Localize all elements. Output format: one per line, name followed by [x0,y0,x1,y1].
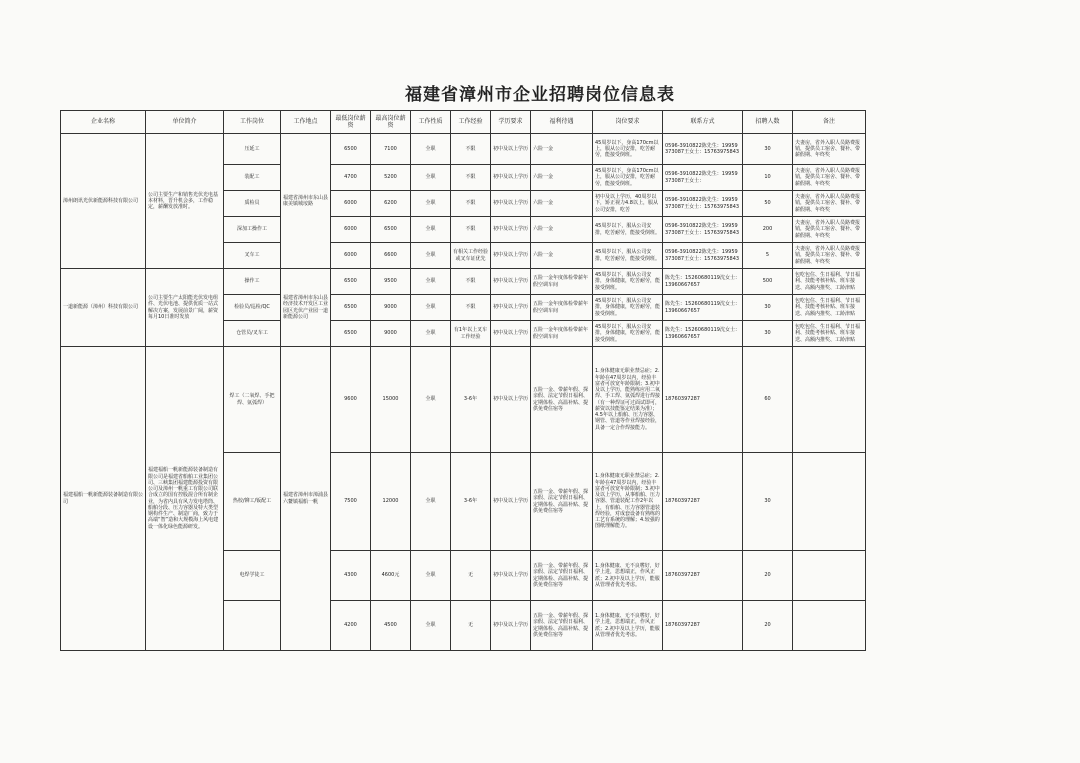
welfare: 五险一金年度体检带薪年假空调车间 [531,321,593,347]
welfare: 五险一金、带薪年假、探亲假、法定节假日福利、定期体检、高温补贴、提供免费住宿等 [531,347,593,453]
experience: 有1年以上叉车工作经验 [451,321,491,347]
job-nature: 全职 [411,134,451,165]
note: 包吃包住、生日福利、节日福利、技能考核补贴、班车接送、高额内推奖、工龄津贴 [793,269,866,295]
max-salary: 12000 [371,453,411,551]
contact: 陈先生：15260680119沈女士：13960667657 [663,269,743,295]
experience: 3-6年 [451,453,491,551]
header-intro: 单位简介 [146,111,224,134]
max-salary: 6600 [371,243,411,269]
requirements: 45周岁以下，服从公司安排，吃苦耐劳，能接受倒班。 [593,243,663,269]
min-salary: 4200 [331,601,371,651]
experience: 不限 [451,191,491,217]
job-post [224,601,281,651]
header-requirements: 岗位要求 [593,111,663,134]
header-nature: 工作性质 [411,111,451,134]
contact: 0596-3910822陈先生：19959373087王女士： [663,165,743,191]
contact: 18760397287 [663,453,743,551]
experience: 不限 [451,217,491,243]
hire-count: 60 [743,347,793,453]
header-experience: 工作经验 [451,111,491,134]
max-salary: 15000 [371,347,411,453]
company-intro: 福建福船一帆新能源装备制造有限公司是福建省船舶工业集团公司、三峡集团福建能源投资有限公司及漳州一帆重工有限公司联合成立的国有控股混合所有制企业，为省内具有风力发电塔筒、船舶分段、压力容器及特大类型钢构件生产、制造厂商，致力于高端“智”造和大规模海上风电建设一体化绿色能源研发。 [146,347,224,651]
contact: 0596-3910822陈先生：19959373087王女士：15763975843 [663,134,743,165]
hire-count: 200 [743,217,793,243]
welfare: 五险一金、带薪年假、探亲假、法定节假日福利、定期体检、高温补贴、提供免费住宿等 [531,453,593,551]
max-salary: 7100 [371,134,411,165]
experience: 不限 [451,295,491,321]
note: 包吃包住、生日福利、节日福利、技能考核补贴、班车接送、高额内推奖、工龄津贴 [793,295,866,321]
min-salary: 6000 [331,191,371,217]
job-post: 焊工（二氧焊、手把焊、氩弧焊） [224,347,281,453]
job-post: 仓管员/叉车工 [224,321,281,347]
job-nature: 全职 [411,191,451,217]
hire-count: 20 [743,601,793,651]
welfare: 六险一金 [531,165,593,191]
education: 初中及以上学历 [491,321,531,347]
hire-count: 30 [743,295,793,321]
contact: 18760397287 [663,347,743,453]
welfare: 五险一金年度体检带薪年假空调车间 [531,269,593,295]
experience: 不限 [451,269,491,295]
job-post: 电焊学徒工 [224,551,281,601]
experience: 不限 [451,165,491,191]
max-salary: 5200 [371,165,411,191]
min-salary: 6000 [331,217,371,243]
hire-count: 30 [743,453,793,551]
job-post: 压延工 [224,134,281,165]
note: 包吃包住、生日福利、节日福利、技能考核补贴、班车接送、高额内推奖、工龄津贴 [793,321,866,347]
job-post: 叉车工 [224,243,281,269]
company-name: 福建福船一帆新能源装备制造有限公司 [61,347,146,651]
requirements: 1.身体健康、无不良嗜好，好学上进，思想端正，作风正派；2.初中及以上学历，能服从管理者优先考虑。 [593,601,663,651]
note: 夫妻房，省外入职人员路费报销，提供员工宿舍、餐补、带薪假期、年终奖 [793,191,866,217]
requirements: 初中及以上学历，40周岁以下，矫正视力4.8以上，服从公司安排，吃苦 [593,191,663,217]
contact: 18760397287 [663,551,743,601]
education: 初中及以上学历 [491,347,531,453]
job-post: 检验员/巡检/QC [224,295,281,321]
education: 初中及以上学历 [491,551,531,601]
hire-count: 10 [743,165,793,191]
contact: 0596-3910822陈先生：19959373087王女士：15763975843 [663,217,743,243]
welfare: 五险一金年度体检带薪年假空调车间 [531,295,593,321]
education: 初中及以上学历 [491,601,531,651]
company-name: 一道新能源（漳州）科技有限公司 [61,269,146,347]
hire-count: 30 [743,134,793,165]
table-row [61,269,866,295]
max-salary: 4600元 [371,551,411,601]
note: 夫妻房，省外入职人员路费报销，提供员工宿舍、餐补、带薪假期、年终奖 [793,217,866,243]
min-salary: 6000 [331,243,371,269]
header-location: 工作地点 [281,111,331,134]
header-min-salary: 最低岗位薪资 [331,111,371,134]
education: 初中及以上学历 [491,243,531,269]
job-nature: 全职 [411,601,451,651]
document-title: 福建省漳州市企业招聘岗位信息表 [405,85,675,105]
min-salary: 4700 [331,165,371,191]
min-salary: 6500 [331,269,371,295]
job-nature: 全职 [411,347,451,453]
requirements: 45周岁以下，服从公司安排，吃苦耐劳，能接受倒班。 [593,217,663,243]
header-count: 招聘人数 [743,111,793,134]
max-salary: 9000 [371,295,411,321]
requirements: 45周岁以下，身高170cm以上，服从公司安排，吃苦耐劳，能接受倒班。 [593,134,663,165]
requirements: 1.身体健康无职业禁忌症；2.年龄在47周岁以内，经验丰富者可放宽年龄限制；3.初中及以上学历，从事船舶、压力容器、管道装配工作2年以上，有船舶、压力容器管道装焊经验，对成套设备有熟练的工艺有系统的理解；4.较强的图纸理解能力。 [593,453,663,551]
note [793,453,866,551]
max-salary: 4500 [371,601,411,651]
experience: 有相关工作经验或叉车证优先 [451,243,491,269]
company-intro: 公司主要生产太阳能光伏发电组件、光伏电池、提供优质一站式解决方案，发展前景广阔，薪资每月10日准时发放 [146,269,224,347]
min-salary: 7500 [331,453,371,551]
welfare: 六险一金 [531,191,593,217]
max-salary: 6500 [371,217,411,243]
hire-count: 50 [743,191,793,217]
job-nature: 全职 [411,243,451,269]
min-salary: 6500 [331,321,371,347]
education: 初中及以上学历 [491,453,531,551]
min-salary: 4300 [331,551,371,601]
contact: 陈先生：15260680119沈女士：13960667657 [663,321,743,347]
header-note: 备注 [793,111,866,134]
experience: 不限 [451,134,491,165]
company-name: 漳州朗讯光伏新能源科技有限公司 [61,134,146,269]
education: 初中及以上学历 [491,134,531,165]
welfare: 五险一金、带薪年假、探亲假、法定节假日福利、定期体检、高温补贴、提供免费住宿等 [531,551,593,601]
note: 夫妻房，省外入职人员路费报销，提供员工宿舍、餐补、带薪假期、年终奖 [793,243,866,269]
job-post: 装配工 [224,165,281,191]
education: 初中及以上学历 [491,217,531,243]
table-row [61,134,866,165]
welfare: 五险一金、带薪年假、探亲假、法定节假日福利、定期体检、高温补贴、提供免费住宿等 [531,601,593,651]
header-post: 工作岗位 [224,111,281,134]
requirements: 1.身体健康、无不良嗜好，好学上进，思想端正，作风正派；2.初中及以上学历，能服从管理者优先考虑。 [593,551,663,601]
header-contact: 联系方式 [663,111,743,134]
experience: 3-6年 [451,347,491,453]
welfare: 六险一金 [531,217,593,243]
recruitment-table [60,110,866,651]
contact: 0596-3910822陈先生：19959373087王女士：15763975843 [663,191,743,217]
job-nature: 全职 [411,295,451,321]
hire-count: 20 [743,551,793,601]
header-education: 学历要求 [491,111,531,134]
requirements: 45周岁以下，身高170cm以上，服从公司安排，吃苦耐劳，能接受倒班。 [593,165,663,191]
header-welfare: 福利待遇 [531,111,593,134]
experience: 无 [451,551,491,601]
min-salary: 6500 [331,134,371,165]
hire-count: 500 [743,269,793,295]
note [793,551,866,601]
contact: 陈先生：15260680119沈女士：13960667657 [663,295,743,321]
contact: 0596-3910822陈先生：19959373087王女士：15763975843 [663,243,743,269]
note: 夫妻房，省外入职人员路费报销，提供员工宿舍、餐补、带薪假期、年终奖 [793,134,866,165]
job-nature: 全职 [411,551,451,601]
max-salary: 9000 [371,321,411,347]
header-company: 企业名称 [61,111,146,134]
requirements: 1.身体健康无职业禁忌症；2.年龄在47周岁以内，经验丰富者可放宽年龄限制；3.初中及以上学历，能熟练应用二氧焊、手工焊、氩弧焊进行焊接（有一种焊证可过面试即可，薪资以技能鉴定结果为准）；4.5年以上船舶、压力容器、钢管、管道等作业焊接经验，具备一定合作焊接能力。 [593,347,663,453]
min-salary: 6500 [331,295,371,321]
max-salary: 9500 [371,269,411,295]
job-post: 深加工操作工 [224,217,281,243]
header-max-salary: 最高岗位薪资 [371,111,411,134]
requirements: 45周岁以下，服从公司安排，身体健康，吃苦耐劳，能接受倒班。 [593,269,663,295]
note: 夫妻房，省外入职人员路费报销，提供员工宿舍、餐补、带薪假期、年终奖 [793,165,866,191]
work-location: 福建省漳州市漳浦县六鳌镇福船一帆 [281,347,331,651]
education: 初中及以上学历 [491,295,531,321]
education: 初中及以上学历 [491,269,531,295]
note [793,347,866,453]
company-intro: 公司主要生产和销售光伏光电基本材料，晋升机会多，工作稳定，薪酬发放准时。 [146,134,224,269]
experience: 无 [451,601,491,651]
job-post: 热校/铆工/钣配工 [224,453,281,551]
work-location: 福建省漳州市东山县康美镇城垵路 [281,134,331,269]
work-location: 福建省漳州市东山县经济技术开发区工业园区光伏产业园一道新能源公司 [281,269,331,347]
job-post: 质检员 [224,191,281,217]
contact: 18760397287 [663,601,743,651]
education: 初中及以上学历 [491,191,531,217]
welfare: 六险一金 [531,134,593,165]
table-row [61,347,866,453]
max-salary: 6200 [371,191,411,217]
header-row [61,111,866,134]
hire-count: 5 [743,243,793,269]
welfare: 六险一金 [531,243,593,269]
job-post: 操作工 [224,269,281,295]
requirements: 45周岁以下，服从公司安排，身体健康，吃苦耐劳，能接受倒班。 [593,295,663,321]
note [793,601,866,651]
hire-count: 30 [743,321,793,347]
requirements: 45周岁以下，服从公司安排，身体健康，吃苦耐劳，能接受倒班。 [593,321,663,347]
min-salary: 9600 [331,347,371,453]
job-nature: 全职 [411,321,451,347]
job-nature: 全职 [411,217,451,243]
job-nature: 全职 [411,165,451,191]
education: 初中及以上学历 [491,165,531,191]
job-nature: 全职 [411,453,451,551]
job-nature: 全职 [411,269,451,295]
